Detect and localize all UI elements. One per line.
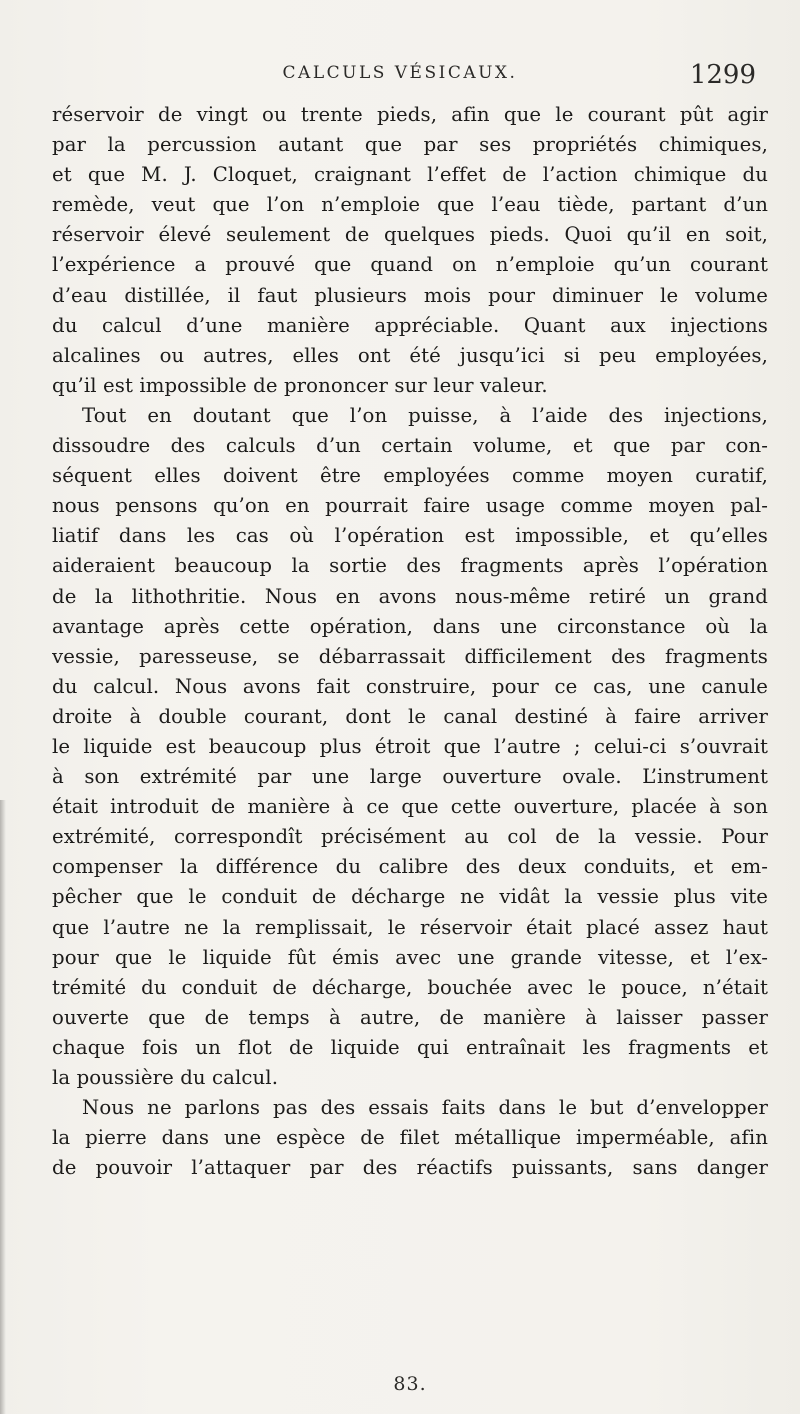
text-line: de la lithothritie. Nous en avons nous-même retiré un grand — [52, 584, 768, 608]
text-line: d’eau distillée, il faut plusieurs mois pour diminuer le volume — [52, 283, 768, 307]
text-line: l’expérience a prouvé que quand on n’emploie qu’un courant — [52, 253, 768, 277]
text-line: la pierre dans une espèce de filet métallique imperméable, afin — [52, 1126, 768, 1150]
text-line: pour que le liquide fût émis avec une grande vitesse, et l’ex- — [52, 945, 768, 969]
text-line: Tout en doutant que l’on puisse, à l’aide des injections, — [82, 403, 768, 427]
page-number: 1299 — [689, 60, 756, 90]
text-line: avantage après cette opération, dans une circonstance où la — [52, 614, 768, 638]
text-line: par la percussion autant que par ses propriétés chimiques, — [52, 133, 768, 157]
text-line: remède, veut que l’on n’emploie que l’eau tiède, partant d’un — [52, 193, 768, 217]
text-line: extrémité, correspondît précisément au col de la vessie. Pour — [52, 825, 768, 849]
binding-shadow — [0, 800, 6, 1414]
text-line: dissoudre des calculs d’un certain volume, et que par con- — [52, 434, 768, 458]
text-line: réservoir de vingt ou trente pieds, afin que le courant pût agir — [52, 103, 768, 126]
text-line: ouverte que de temps à autre, de manière à laisser passer — [52, 1005, 768, 1029]
text-line: pêcher que le conduit de décharge ne vidât la vessie plus vite — [52, 885, 768, 909]
text-line: alcalines ou autres, elles ont été jusqu’ici si peu employées, — [52, 343, 768, 367]
text-line: aideraient beaucoup la sortie des fragments après l’opération — [52, 554, 768, 578]
signature-mark: 83. — [393, 1373, 427, 1395]
text-line: nous pensons qu’on en pourrait faire usage comme moyen pal- — [52, 494, 768, 518]
page-header — [0, 60, 800, 100]
text-line: réservoir élevé seulement de quelques pieds. Quoi qu’il en soit, — [52, 223, 768, 247]
text-line: qu’il est impossible de prononcer sur leur valeur. — [52, 373, 548, 397]
text-line: et que M. J. Cloquet, craignant l’effet de l’action chimique du — [52, 163, 768, 187]
text-line: trémité du conduit de décharge, bouchée avec le pouce, n’était — [52, 975, 768, 999]
text-line: liatif dans les cas où l’opération est impossible, et qu’elles — [52, 524, 768, 548]
text-line: chaque fois un flot de liquide qui entraînait les fragments et — [52, 1035, 768, 1059]
text-line: Nous ne parlons pas des essais faits dans le but d’envelopper — [82, 1096, 768, 1120]
running-head: CALCULS VÉSICAUX. — [282, 63, 518, 83]
text-line: de pouvoir l’attaquer par des réactifs puissants, sans danger — [52, 1156, 768, 1180]
body-text — [52, 100, 768, 1183]
text-line: était introduit de manière à ce que cette ouverture, placée à son — [52, 795, 768, 819]
text-line: vessie, paresseuse, se débarrassait difficilement des fragments — [52, 644, 768, 668]
text-line: à son extrémité par une large ouverture ovale. L’instrument — [52, 765, 768, 789]
text-line: séquent elles doivent être employées comme moyen curatif, — [52, 464, 768, 488]
text-line: que l’autre ne la remplissait, le réservoir était placé assez haut — [52, 915, 768, 939]
text-line: le liquide est beaucoup plus étroit que l’autre ; celui-ci s’ouvrait — [52, 734, 768, 758]
text-line: du calcul d’une manière appréciable. Quant aux injections — [52, 313, 768, 337]
text-line: la poussière du calcul. — [52, 1066, 279, 1089]
text-line: compenser la différence du calibre des deux conduits, et em- — [52, 855, 768, 879]
text-line: droite à double courant, dont le canal destiné à faire arriver — [52, 704, 768, 728]
text-line: du calcul. Nous avons fait construire, pour ce cas, une canule — [52, 674, 768, 698]
